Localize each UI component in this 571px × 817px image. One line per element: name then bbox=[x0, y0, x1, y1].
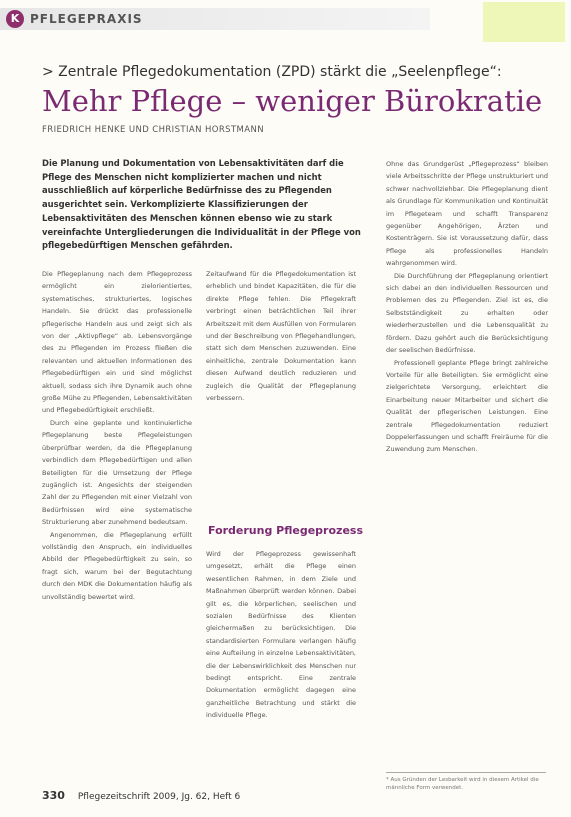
text-column-1 bbox=[42, 268, 192, 603]
text-column-2 bbox=[206, 268, 356, 404]
article-title: Mehr Pflege – weniger Bürokratie bbox=[42, 84, 543, 118]
footnote: * Aus Gründen der Lesbarkeit wird in diesem Artikel die männliche Form verwendet. bbox=[386, 777, 539, 791]
paragraph: Durch eine geplante und kontinuierliche Pflegeplanung beste Pflegeleistungen überprüfbar werden, da die Pflegeplanung verbindlich dem Pflegebedürftigen und allen Beteiligten für die Umsetzung der Pflege zugänglich ist. Angesichts der steigenden Zahl der zu Pflegenden mit einer Vielzahl von Bedürfnissen wird eine systematische Strukturierung aber zunehmend bedeutsam. bbox=[42, 418, 192, 527]
text-column-3 bbox=[386, 158, 548, 456]
page-footer bbox=[42, 789, 240, 802]
section-header-bar bbox=[0, 8, 430, 30]
paragraph: Ohne das Grundgerüst „Pflegeprozess“ bleiben viele Arbeitsschritte der Pflege unstrukturiert und schwer nachvollziehbar. Die Pflegeplanung dient als Grundlage für Kommunikation und Kontinuität im Pflegeteam und schafft Transparenz gegenüber Angehörigen, Ärzten und Kostenträgern. Sie ist Voraussetzung dafür, dass Pflege als professionelles Handeln wahrgenommen wird. bbox=[386, 160, 548, 268]
section-heading: Forderung Pflegeprozess bbox=[208, 524, 363, 537]
paragraph: Wird der Pflegeprozess gewissenhaft umgesetzt, erhält die Pflege einen wesentlichen Rahmen, in dem Ziele und Maßnahmen überprüft werden können. Dabei gilt es, die körperlichen, seelischen und sozialen Bedürfnisse des Klienten gleichermaßen zu berücksichtigen. Die standardisierten Formulare verlangen häufig eine Aufteilung in einzelne Lebensaktivitäten, die der Lebenswirklichkeit des Menschen nur bedingt entspricht. Eine zentrale Dokumentation ermöglicht dagegen eine ganzheitliche Betrachtung und stärkt die individuelle Pflege. bbox=[206, 550, 356, 720]
paragraph: Die Pflegeplanung nach dem Pflegeprozess ermöglicht ein zielorientiertes, systematisches, strukturiertes, logisches Handeln. Sie drückt das professionelle pflegerische Handeln aus und zeigt sich als von der „Aktivpflege“ ab. Lebensvorgänge des zu Pflegenden im Prozess fließen die relevanten und aktuellen Informationen des Pflegebedürftigen ein und sind möglichst aktuell, sodass sich ihre Dynamik auch ohne große Mühe zu Pflegenden, Lebensaktivitäten und Pflegebedürftigkeit erschließt. bbox=[42, 270, 192, 415]
section-badge-icon: K bbox=[6, 10, 24, 28]
article-subtitle: > Zentrale Pflegedokumentation (ZPD) stärkt die „Seelenpflege“: bbox=[42, 64, 502, 80]
paragraph: Zeitaufwand für die Pflegedokumentation ist erheblich und bindet Kapazitäten, die für die direkte Pflege fehlen. Die Pflegekraft verbringt einen beträchtlichen Teil ihrer Arbeitszeit mit dem Ausfüllen von Formularen und der Beschreibung von Pflegehandlungen, statt sich dem Menschen zuzuwenden. Eine einheitliche, zentrale Dokumentation kann diesen Aufwand deutlich reduzieren und zugleich die Qualität der Pflegeplanung verbessern. bbox=[206, 270, 356, 403]
article-lead: Die Planung und Dokumentation von Lebensaktivitäten darf die Pflege des Menschen nicht komplizierter machen und nicht ausschließlich auf körperliche Bedürfnisse des zu Pflegenden ausgerichtet sein. Verkomplizierte Klassifizierungen der Lebensaktivitäten des Menschen können ebenso wie zu stark vereinfachte Untergliederungen die Individualität in der Pflege von pflegebedürftigen Menschen gefährden. bbox=[42, 158, 361, 251]
article-byline: FRIEDRICH HENKE UND CHRISTIAN HORSTMANN bbox=[42, 125, 265, 135]
paragraph: Professionell geplante Pflege bringt zahlreiche Vorteile für alle Beteiligten. Sie ermöglicht eine zielgerichtete Versorgung, erleichtert die Einarbeitung neuer Mitarbeiter und sichert die Qualität der pflegerischen Leistungen. Eine zentrale Pflegedokumentation reduziert Doppelerfassungen und schafft Freiräume für die Zuwendung zum Menschen. bbox=[386, 358, 548, 454]
footnote-divider bbox=[386, 772, 546, 773]
paragraph: Angenommen, die Pflegeplanung erfüllt vollständig den Anspruch, ein individuelles Abbild der Pflegebedürftigkeit zu sein, so fragt sich, warum bei der Begutachtung durch den MDK die Dokumentation häufig als unvollständig bewertet wird. bbox=[42, 530, 192, 601]
text-column-2-section bbox=[206, 548, 356, 722]
paragraph: Die Durchführung der Pflegeplanung orientiert sich dabei an den individuellen Ressourcen und Problemen des zu Pflegenden. Ziel ist es, die Selbstständigkeit zu erhalten oder wiederherzustellen und die Lebensqualität zu fördern. Dazu gehört auch die Berücksichtigung der seelischen Bedürfnisse. bbox=[386, 271, 548, 355]
page-number: 330 bbox=[42, 789, 65, 802]
section-label: PFLEGEPRAXIS bbox=[30, 12, 143, 26]
journal-citation: Pflegezeitschrift 2009, Jg. 62, Heft 6 bbox=[77, 792, 241, 802]
sticky-note bbox=[483, 2, 565, 42]
